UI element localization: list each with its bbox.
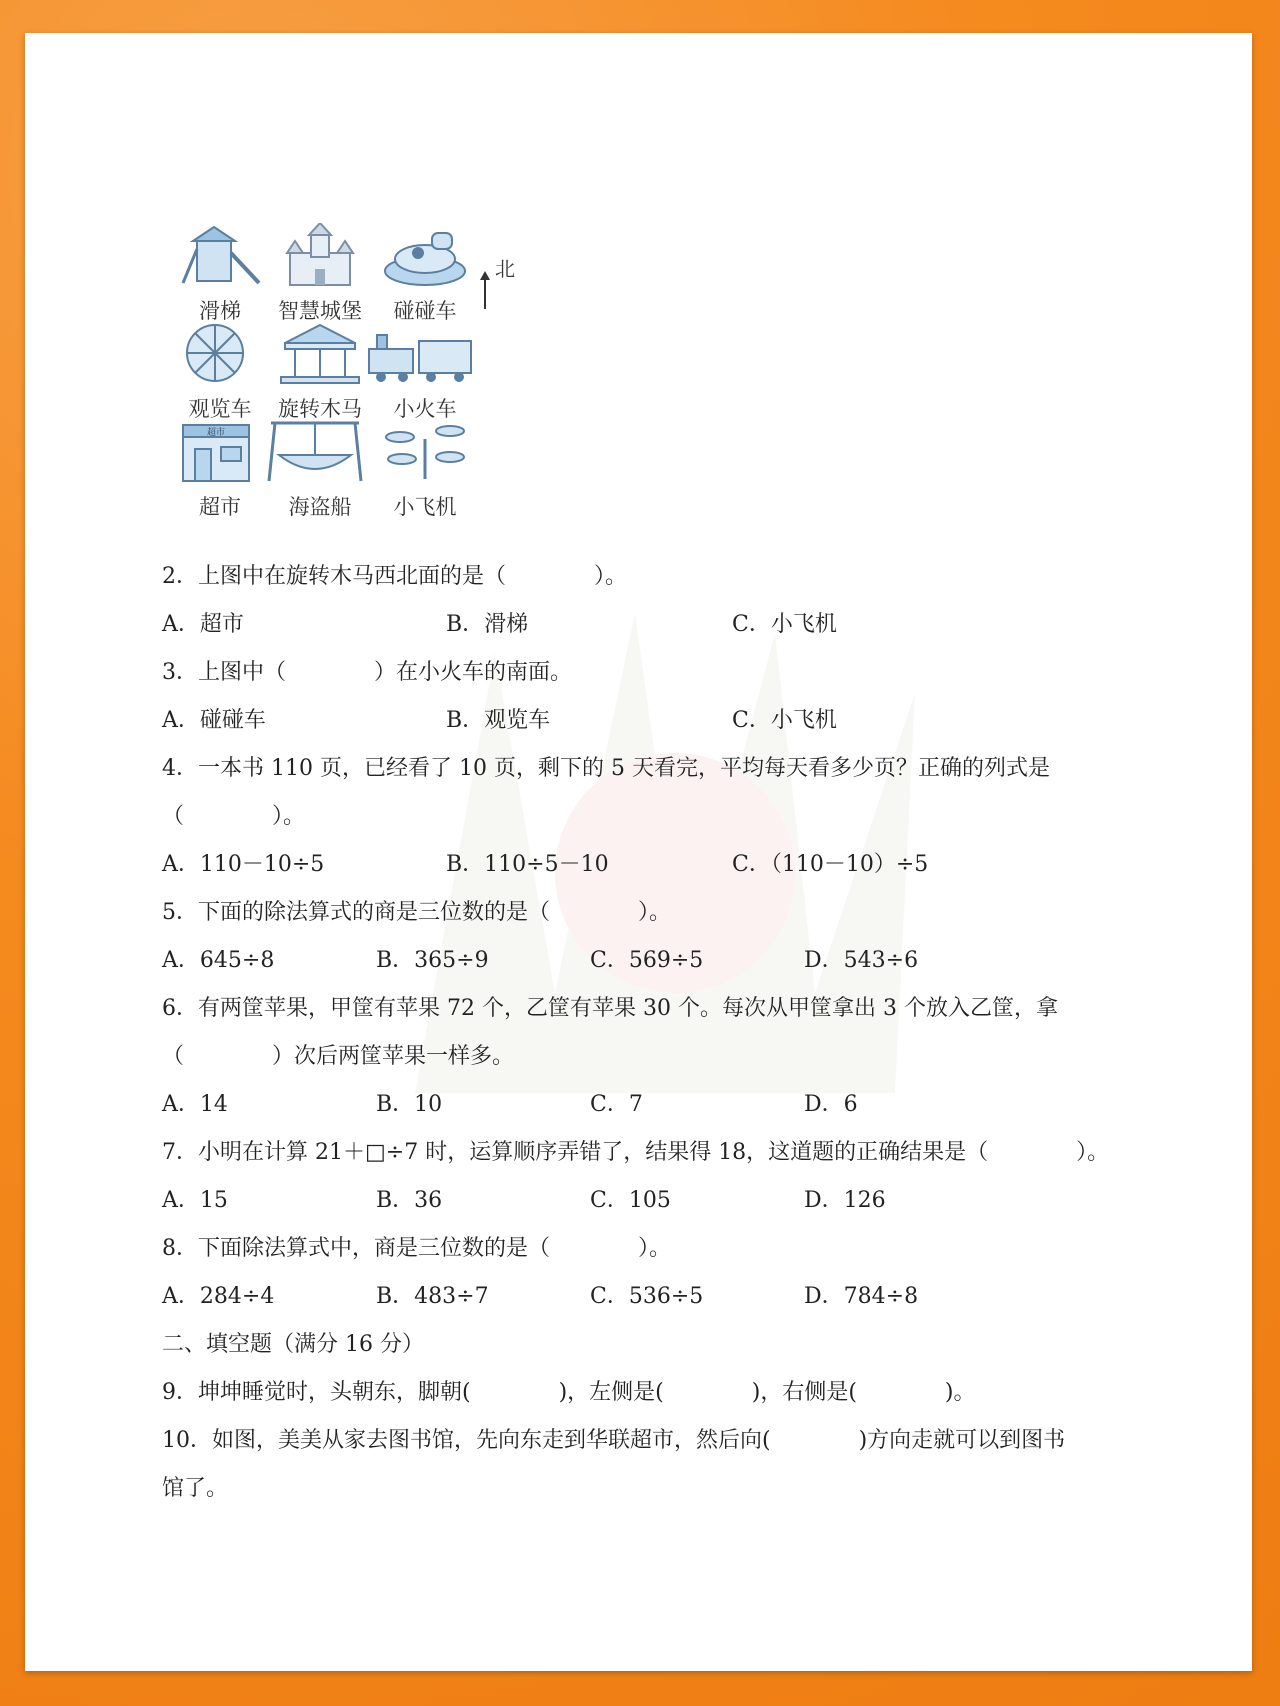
q6-stem-line1: 6．有两筐苹果，甲筐有苹果 72 个，乙筐有苹果 30 个。每次从甲筐拿出 3 个放入乙筐，拿: [162, 996, 1058, 1021]
label-carousel: 旋转木马: [278, 397, 362, 421]
supermarket-sign: 超市: [206, 428, 226, 438]
q6-option-a[interactable]: A．14: [162, 1092, 228, 1117]
slide-cell: [165, 223, 275, 323]
q5-option-a[interactable]: A．645÷8: [162, 948, 275, 973]
q3-stem: 3．上图中（ ）在小火车的南面。: [162, 660, 572, 685]
bumper-car-cell: [370, 223, 480, 323]
q4-option-b[interactable]: B．110÷5－10: [446, 852, 609, 877]
q3-option-b[interactable]: B．观览车: [446, 708, 551, 733]
q2-stem: 2．上图中在旋转木马西北面的是（ ）。: [162, 564, 627, 589]
north-label: 北: [495, 257, 515, 281]
q3-options: [162, 697, 1192, 745]
q6-stem-line2: （ ）次后两筐苹果一样多。: [162, 1044, 515, 1069]
q5-option-d[interactable]: D．543÷6: [804, 948, 919, 973]
supermarket-icon: [175, 419, 265, 489]
q7-options: [162, 1177, 1192, 1225]
q3-option-a[interactable]: A．碰碰车: [162, 708, 266, 733]
q6-options: [162, 1081, 1192, 1129]
q8-option-c[interactable]: C．536÷5: [590, 1284, 704, 1309]
train-cell: [370, 321, 480, 421]
q10-stem-line2: 馆了。: [162, 1476, 229, 1501]
label-small-plane: 小飞机: [393, 495, 457, 519]
label-castle: 智慧城堡: [278, 299, 362, 323]
supermarket-cell: [165, 419, 275, 519]
q5-option-b[interactable]: B．365÷9: [376, 948, 489, 973]
q2-option-a[interactable]: A．超市: [162, 612, 244, 637]
questions: [162, 553, 1192, 1513]
section-fill-in-heading: 二、填空题（满分 16 分）: [162, 1332, 424, 1357]
q4-stem-line1: 4．一本书 110 页，已经看了 10 页，剩下的 5 天看完，平均每天看多少页？正确的列式是: [162, 756, 1050, 781]
pirate-ship-icon: [265, 419, 365, 489]
small-plane-icon: [380, 419, 470, 489]
ferris-wheel-cell: [165, 321, 275, 421]
q3-option-c[interactable]: C．小飞机: [732, 708, 837, 733]
q5-stem: 5．下面的除法算式的商是三位数的是（ ）。: [162, 900, 671, 925]
q6-option-b[interactable]: B．10: [376, 1092, 443, 1117]
q7-option-d[interactable]: D．126: [804, 1188, 886, 1213]
q2-option-b[interactable]: B．滑梯: [446, 612, 529, 637]
q8-options: [162, 1273, 1192, 1321]
barcode-strip: [820, 1570, 1240, 1596]
q7-stem: 7．小明在计算 21＋□÷7 时，运算顺序弄错了，结果得 18，这道题的正确结果是（ ）。: [162, 1140, 1110, 1165]
label-supermarket: 超市: [199, 495, 241, 519]
q6-option-d[interactable]: D．6: [804, 1092, 858, 1117]
q5-options: [162, 937, 1192, 985]
q4-stem-line2: （ ）。: [162, 804, 306, 829]
q4-options: [162, 841, 1192, 889]
label-slide: 滑梯: [199, 299, 241, 323]
ferris-wheel-icon: [175, 321, 265, 391]
q4-option-a[interactable]: A．110－10÷5: [162, 852, 325, 877]
q2-options: [162, 601, 1192, 649]
pirate-ship-cell: [265, 419, 375, 519]
q8-option-a[interactable]: A．284÷4: [162, 1284, 275, 1309]
q10-stem-line1: 10．如图，美美从家去图书馆，先向东走到华联超市，然后向( )方向走就可以到图书: [162, 1428, 1066, 1453]
label-train: 小火车: [393, 397, 457, 421]
castle-cell: [265, 223, 375, 323]
q8-option-b[interactable]: B．483÷7: [376, 1284, 489, 1309]
q7-option-c[interactable]: C．105: [590, 1188, 671, 1213]
q8-option-d[interactable]: D．784÷8: [804, 1284, 919, 1309]
label-pirate-ship: 海盗船: [288, 495, 352, 519]
small-plane-cell: [370, 419, 480, 519]
q5-option-c[interactable]: C．569÷5: [590, 948, 704, 973]
north-arrow-icon: [475, 271, 495, 311]
q2-option-c[interactable]: C．小飞机: [732, 612, 837, 637]
castle-icon: [275, 223, 365, 293]
q6-option-c[interactable]: C．7: [590, 1092, 643, 1117]
q7-option-b[interactable]: B．36: [376, 1188, 443, 1213]
north-indicator: [493, 253, 523, 313]
label-ferris-wheel: 观览车: [188, 397, 252, 421]
worksheet-page: [25, 33, 1252, 1671]
label-bumper-car: 碰碰车: [393, 299, 457, 323]
q4-option-c[interactable]: C．（110－10）÷5: [732, 852, 929, 877]
train-icon: [365, 321, 475, 391]
carousel-cell: [265, 321, 375, 421]
q9-stem: 9．坤坤睡觉时，头朝东，脚朝( )，左侧是( )，右侧是( )。: [162, 1380, 976, 1405]
slide-icon: [175, 223, 265, 293]
carousel-icon: [275, 321, 365, 391]
bumper-car-icon: [380, 223, 470, 293]
q7-option-a[interactable]: A．15: [162, 1188, 228, 1213]
q8-stem: 8．下面除法算式中，商是三位数的是（ ）。: [162, 1236, 671, 1261]
